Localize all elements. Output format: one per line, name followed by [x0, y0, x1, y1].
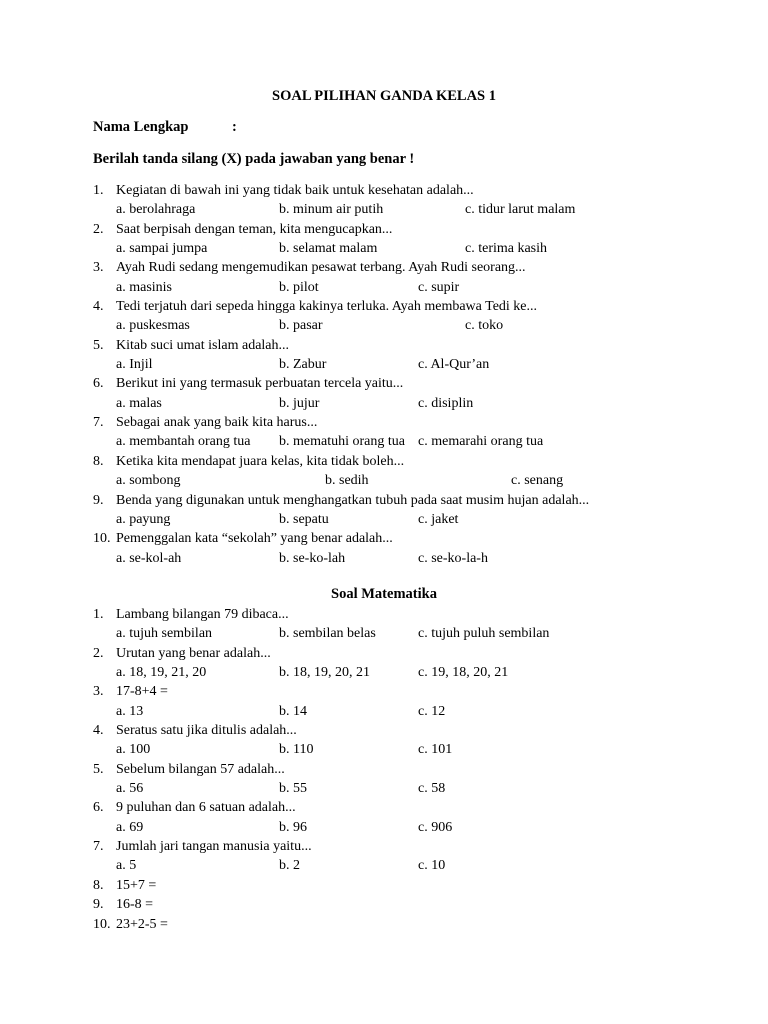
question-list-math [93, 605, 693, 934]
answer-option-b: b. 2 [279, 858, 300, 874]
question-number: 1. [93, 607, 104, 622]
question-item [93, 491, 693, 530]
answer-option-b: b. 18, 19, 20, 21 [279, 665, 370, 681]
answer-option-b: b. minum air putih [279, 202, 384, 218]
answer-option-c: c. tujuh puluh sembilan [418, 626, 550, 642]
question-number: 4. [93, 723, 104, 739]
answer-option-c: c. disiplin [418, 395, 474, 411]
answer-option-c: c. 906 [418, 819, 453, 835]
question-item [93, 721, 693, 760]
question-text: Pemenggalan kata “sekolah” yang benar adalah... [116, 531, 393, 547]
question-item [93, 374, 693, 413]
question-item [93, 181, 693, 220]
answer-option-a: a. tujuh sembilan [116, 626, 213, 642]
question-text: 15+7 = [116, 877, 157, 893]
answer-option-a: a. 100 [116, 742, 151, 758]
answer-option-b: b. selamat malam [279, 241, 378, 257]
answer-option-b: b. se-ko-lah [279, 550, 346, 566]
answer-option-a: a. 18, 19, 21, 20 [116, 665, 207, 681]
answer-option-c: c. 10 [418, 858, 446, 874]
answer-option-c: c. Al-Qur’an [418, 357, 490, 373]
question-list-general [93, 181, 693, 568]
question-number: 2. [93, 221, 104, 237]
answer-option-a: a. sombong [116, 473, 181, 489]
answer-option-b: b. 110 [279, 742, 314, 758]
answer-option-b: b. 14 [279, 703, 307, 719]
answer-option-c: c. senang [511, 473, 564, 489]
question-item [93, 413, 693, 452]
answer-option-a: a. malas [116, 395, 162, 411]
question-text: Berikut ini yang termasuk perbuatan tercela yaitu... [116, 376, 404, 392]
question-number: 4. [93, 299, 104, 315]
question-number: 3. [93, 260, 104, 276]
answer-option-c: c. se-ko-la-h [418, 550, 488, 566]
answer-option-b: b. pilot [279, 279, 319, 295]
answer-option-c: c. 101 [418, 742, 453, 758]
answer-option-a: a. se-kol-ah [116, 550, 182, 566]
document-title: SOAL PILIHAN GANDA KELAS 1 [272, 88, 496, 104]
question-text: Ayah Rudi sedang mengemudikan pesawat terbang. Ayah Rudi seorang... [116, 260, 526, 276]
question-number: 10. [93, 916, 111, 932]
question-item [93, 258, 693, 297]
answer-option-c: c. tidur larut malam [465, 202, 576, 218]
question-item [93, 452, 693, 491]
question-number: 10. [93, 531, 111, 547]
answer-option-b: b. jujur [279, 395, 320, 411]
question-item [93, 760, 693, 799]
question-item [93, 895, 693, 914]
question-number: 5. [93, 761, 104, 777]
answer-option-b: b. sepatu [279, 511, 329, 527]
question-text: Saat berpisah dengan teman, kita mengucapkan... [116, 221, 393, 237]
answer-option-b: b. sembilan belas [279, 626, 376, 642]
answer-option-b: b. 55 [279, 781, 307, 797]
answer-option-c: c. 12 [418, 703, 446, 719]
answer-option-a: a. 13 [116, 703, 144, 719]
question-text: 17-8+4 = [116, 684, 168, 700]
question-item [93, 837, 693, 876]
question-number: 9. [93, 897, 104, 913]
answer-option-c: c. jaket [418, 511, 459, 527]
answer-option-a: a. berolahraga [116, 202, 196, 218]
question-text: 23+2-5 = [116, 916, 168, 932]
question-number: 8. [93, 453, 104, 469]
question-number: 3. [93, 684, 104, 700]
question-item [93, 336, 693, 375]
question-text: Lambang bilangan 79 dibaca... [116, 607, 289, 622]
question-item [93, 876, 693, 895]
answer-option-b: b. mematuhi orang tua [279, 434, 405, 450]
question-item [93, 682, 693, 721]
question-number: 8. [93, 877, 104, 893]
question-text: Ketika kita mendapat juara kelas, kita tidak boleh... [116, 453, 405, 469]
question-item [93, 220, 693, 259]
question-text: Jumlah jari tangan manusia yaitu... [116, 839, 312, 855]
question-item [93, 297, 693, 336]
answer-option-a: a. 69 [116, 819, 144, 835]
answer-option-a: a. membantah orang tua [116, 434, 251, 450]
answer-option-a: a. puskesmas [116, 318, 190, 334]
question-number: 1. [93, 183, 104, 198]
name-label: Nama Lengkap [93, 119, 189, 135]
question-text: Tedi terjatuh dari sepeda hingga kakinya terluka. Ayah membawa Tedi ke... [116, 299, 538, 315]
instruction-text: Berilah tanda silang (X) pada jawaban yang benar ! [93, 151, 415, 167]
question-item [93, 644, 693, 683]
question-item [93, 605, 693, 644]
answer-option-c: c. supir [418, 279, 460, 295]
question-item [93, 915, 693, 934]
answer-option-c: c. 19, 18, 20, 21 [418, 665, 509, 681]
question-text: Urutan yang benar adalah... [116, 645, 271, 661]
answer-option-a: a. Injil [116, 357, 153, 373]
question-number: 5. [93, 337, 104, 353]
question-number: 7. [93, 839, 104, 855]
question-number: 6. [93, 800, 104, 816]
question-number: 7. [93, 415, 104, 431]
answer-option-c: c. 58 [418, 781, 446, 797]
answer-option-c: c. memarahi orang tua [418, 434, 544, 450]
answer-option-c: c. toko [465, 318, 504, 334]
answer-option-a: a. 56 [116, 781, 144, 797]
answer-option-a: a. payung [116, 511, 171, 527]
question-text: 16-8 = [116, 897, 154, 913]
answer-option-c: c. terima kasih [465, 241, 548, 257]
question-item [93, 798, 693, 837]
question-number: 2. [93, 645, 104, 661]
question-text: Sebelum bilangan 57 adalah... [116, 761, 285, 777]
section-title-math: Soal Matematika [331, 586, 437, 602]
name-field-row [93, 119, 237, 136]
question-number: 6. [93, 376, 104, 392]
answer-option-b: b. sedih [325, 473, 369, 489]
question-item [93, 529, 693, 568]
answer-option-a: a. masinis [116, 279, 172, 295]
question-text: Kitab suci umat islam adalah... [116, 337, 290, 353]
question-text: Kegiatan di bawah ini yang tidak baik untuk kesehatan adalah... [116, 183, 474, 198]
question-number: 9. [93, 492, 104, 508]
name-colon: : [232, 119, 237, 135]
question-text: Seratus satu jika ditulis adalah... [116, 723, 297, 739]
question-text: 9 puluhan dan 6 satuan adalah... [116, 800, 296, 816]
answer-option-b: b. 96 [279, 819, 307, 835]
question-text: Benda yang digunakan untuk menghangatkan tubuh pada saat musim hujan adalah... [116, 492, 590, 508]
answer-option-a: a. sampai jumpa [116, 241, 208, 257]
answer-option-b: b. Zabur [279, 357, 327, 373]
question-text: Sebagai anak yang baik kita harus... [116, 415, 318, 431]
answer-option-b: b. pasar [279, 318, 323, 334]
answer-option-a: a. 5 [116, 858, 137, 874]
